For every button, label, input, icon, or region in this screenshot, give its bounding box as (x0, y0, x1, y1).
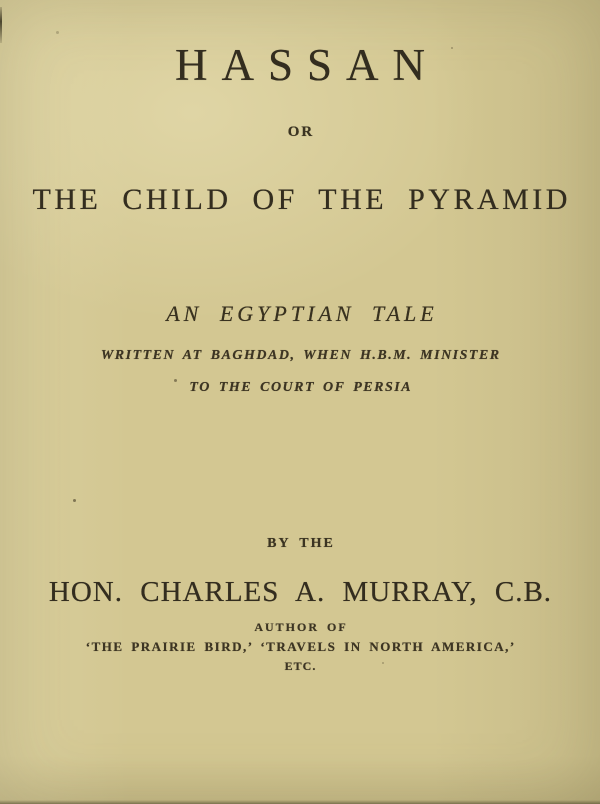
paper-speck (174, 379, 177, 382)
paper-speck (56, 31, 59, 34)
paper-speck (451, 47, 453, 49)
author-name: HON. CHARLES A. MURRAY, C.B. (48, 576, 553, 608)
author-of-label: AUTHOR OF (254, 620, 348, 634)
genre-line: AN EGYPTIAN TALE (166, 301, 438, 326)
paper-speck (73, 499, 76, 502)
etcetera-line: ETC. (284, 659, 317, 673)
scan-edge-artifact (0, 7, 2, 43)
other-works-line: ‘THE PRAIRIE BIRD,’ ‘TRAVELS IN NORTH AMERICA,’ (85, 639, 516, 654)
written-at-line-1: WRITTEN AT BAGHDAD, WHEN H.B.M. MINISTER (100, 348, 501, 363)
scan-bottom-edge (0, 800, 600, 804)
byline-prefix: BY THE (267, 536, 335, 551)
paper-speck (382, 662, 384, 664)
written-at-line-2: TO THE COURT OF PERSIA (189, 380, 413, 395)
book-title: HASSAN (174, 40, 440, 90)
book-subtitle: THE CHILD OF THE PYRAMID (32, 183, 571, 216)
title-conjunction: OR (287, 124, 315, 140)
